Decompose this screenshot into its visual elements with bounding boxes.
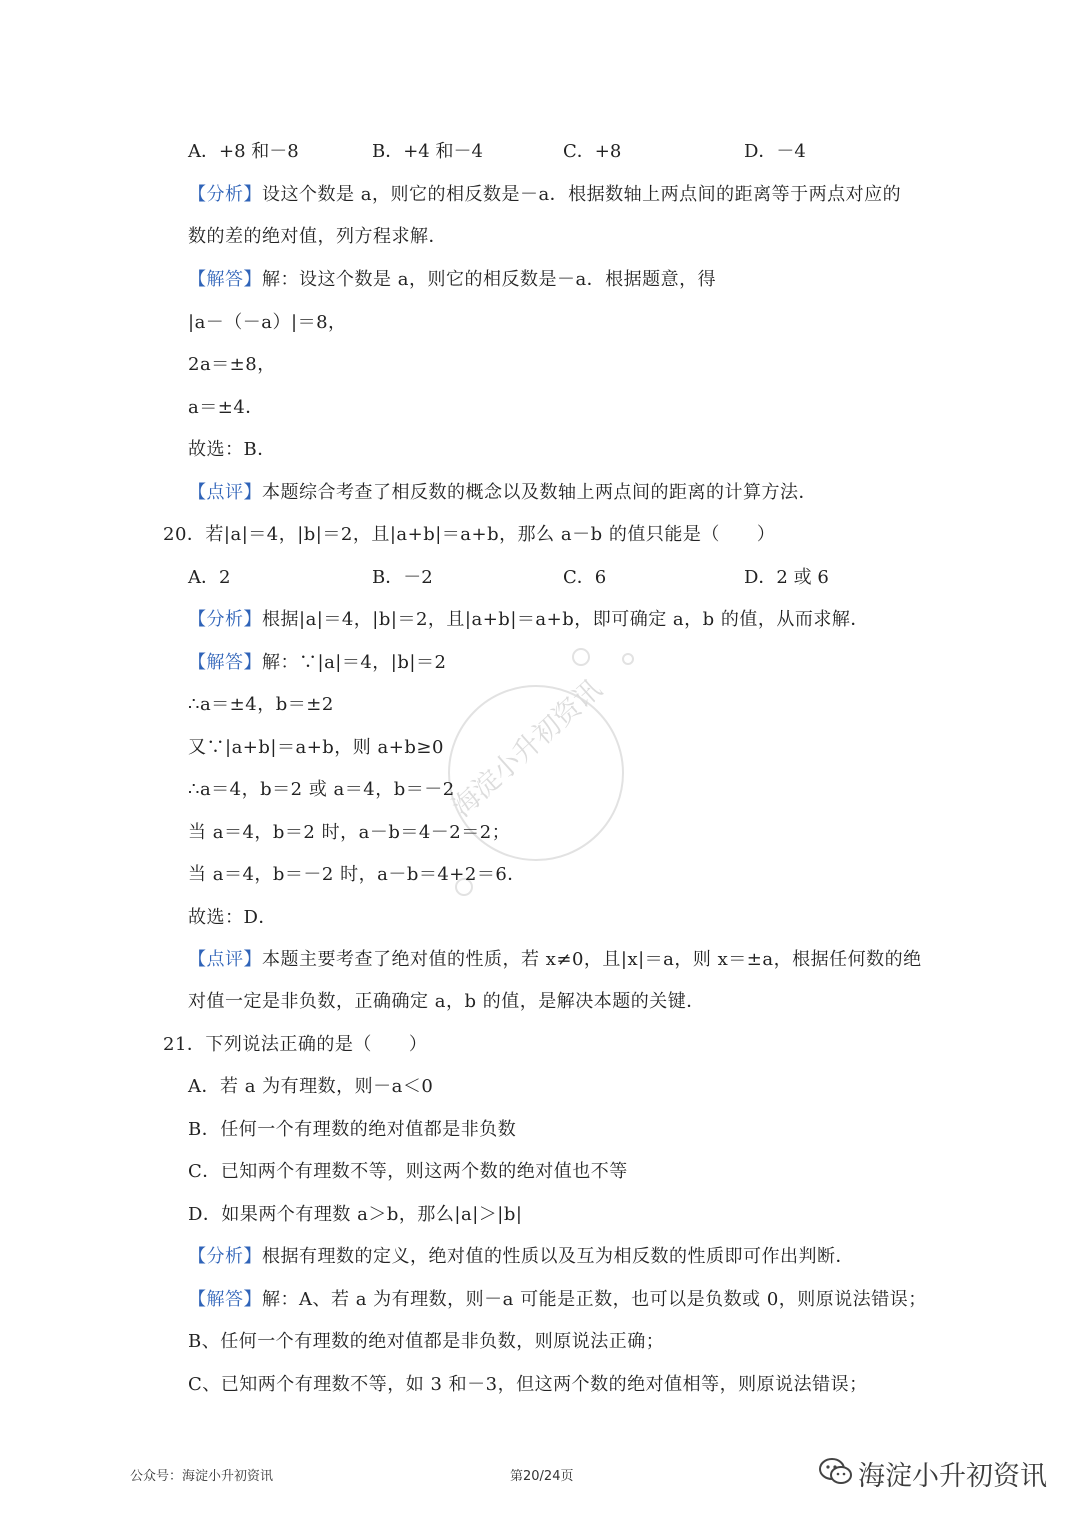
q20-analysis bbox=[188, 608, 869, 632]
q21-option-a: A．若 a 为有理数，则－a＜0 bbox=[188, 1076, 434, 1097]
q21-answer bbox=[188, 1288, 927, 1312]
q19-step-3: a＝±4． bbox=[188, 397, 264, 418]
q20-option-a: A．2 bbox=[188, 567, 231, 588]
q19-step-2: 2a＝±8， bbox=[188, 354, 276, 375]
q19-answer-text-1: 解：设这个数是 a，则它的相反数是－a．根据题意，得 bbox=[262, 269, 717, 290]
q20-review bbox=[188, 948, 922, 972]
q19-review bbox=[188, 481, 817, 505]
watermark-text: 海淀小升初资讯 bbox=[446, 673, 608, 824]
q19-step-1: |a－（－a）|＝8， bbox=[188, 312, 347, 333]
q20-step-2: 又∵|a+b|＝a+b，则 a+b≥0 bbox=[188, 737, 444, 758]
footer-page-number: 第20/24页 bbox=[510, 1469, 574, 1484]
q20-option-b: B．－2 bbox=[372, 567, 433, 588]
q19-option-a: A．+8 和－8 bbox=[188, 141, 299, 162]
review-tag: 【点评】 bbox=[188, 482, 262, 503]
wechat-icon bbox=[818, 1456, 854, 1488]
q20-review-text-1: 本题主要考查了绝对值的性质，若 x≠0，且|x|＝a，则 x＝±a，根据任何数的绝 bbox=[262, 949, 922, 970]
q20-option-c: C．6 bbox=[563, 567, 607, 588]
q20-step-5: 当 a＝4，b＝－2 时，a－b＝4+2＝6． bbox=[188, 864, 526, 885]
footer-account: 公众号：海淀小升初资讯 bbox=[130, 1469, 274, 1484]
q19-choice: 故选：B． bbox=[188, 439, 276, 460]
q19-option-d: D．－4 bbox=[744, 141, 806, 162]
q19-analysis-cont: 数的差的绝对值，列方程求解． bbox=[188, 226, 447, 247]
answer-tag: 【解答】 bbox=[188, 269, 262, 290]
analysis-tag: 【分析】 bbox=[188, 1246, 262, 1267]
q20-option-d: D．2 或 6 bbox=[744, 567, 829, 588]
q19-review-text-1: 本题综合考查了相反数的概念以及数轴上两点间的距离的计算方法． bbox=[262, 482, 817, 503]
q21-analysis bbox=[188, 1245, 854, 1269]
q21-option-d: D．如果两个有理数 a＞b，那么|a|＞|b| bbox=[188, 1204, 523, 1225]
q20-question: 20．若|a|＝4，|b|＝2，且|a+b|＝a+b，那么 a－b 的值只能是（ ） bbox=[163, 524, 776, 545]
q20-review-cont: 对值一定是非负数，正确确定 a，b 的值，是解决本题的关键． bbox=[188, 991, 705, 1012]
q21-question: 21．下列说法正确的是（ ） bbox=[163, 1034, 428, 1055]
q19-option-c: C．+8 bbox=[563, 141, 622, 162]
q20-analysis-text-1: 根据|a|＝4，|b|＝2，且|a+b|＝a+b，即可确定 a，b 的值，从而求解． bbox=[262, 609, 869, 630]
q21-answer-2: B、任何一个有理数的绝对值都是非负数，则原说法正确； bbox=[188, 1331, 665, 1352]
q19-option-b: B．+4 和－4 bbox=[372, 141, 483, 162]
analysis-tag: 【分析】 bbox=[188, 609, 262, 630]
q20-answer-text-1: 解：∵|a|＝4，|b|＝2 bbox=[262, 652, 447, 673]
q21-answer-text-1: 解：A、若 a 为有理数，则－a 可能是正数，也可以是负数或 0，则原说法错误； bbox=[262, 1289, 927, 1310]
watermark-dot bbox=[572, 648, 590, 666]
q19-analysis-text-1: 设这个数是 a，则它的相反数是－a．根据数轴上两点间的距离等于两点对应的 bbox=[262, 184, 902, 205]
q21-option-b: B．任何一个有理数的绝对值都是非负数 bbox=[188, 1119, 517, 1140]
q21-analysis-text-1: 根据有理数的定义，绝对值的性质以及互为相反数的性质即可作出判断． bbox=[262, 1246, 854, 1267]
q21-option-c: C．已知两个有理数不等，则这两个数的绝对值也不等 bbox=[188, 1161, 628, 1182]
q20-answer bbox=[188, 651, 446, 675]
q19-answer bbox=[188, 268, 716, 292]
review-tag: 【点评】 bbox=[188, 949, 262, 970]
q19-analysis bbox=[188, 183, 901, 207]
answer-tag: 【解答】 bbox=[188, 652, 262, 673]
q20-step-4: 当 a＝4，b＝2 时，a－b＝4－2＝2； bbox=[188, 822, 511, 843]
footer-brand-text: 海淀小升初资讯 bbox=[858, 1461, 1047, 1492]
analysis-tag: 【分析】 bbox=[188, 184, 262, 205]
q20-step-1: ∴a＝±4，b＝±2 bbox=[188, 694, 334, 715]
answer-tag: 【解答】 bbox=[188, 1289, 262, 1310]
q21-answer-3: C、已知两个有理数不等，如 3 和－3，但这两个数的绝对值相等，则原说法错误； bbox=[188, 1374, 868, 1395]
q20-step-3: ∴a＝4，b＝2 或 a＝4，b＝－2 bbox=[188, 779, 455, 800]
q20-choice: 故选：D． bbox=[188, 907, 277, 928]
watermark-dot bbox=[622, 653, 634, 665]
